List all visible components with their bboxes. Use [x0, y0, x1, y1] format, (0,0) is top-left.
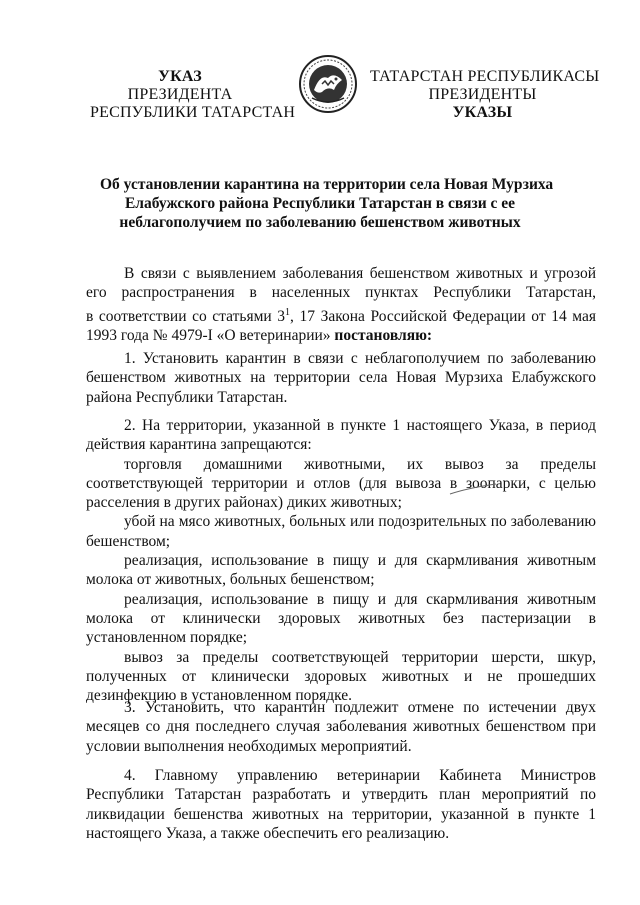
item4-line3: ликвидации бешенства животных на территории, указанной в пункте 1: [86, 805, 596, 823]
item4-paragraph: [86, 766, 596, 843]
title-line3: неблагополучием по заболеванию бешенством животных: [119, 214, 521, 231]
preamble-line3: [86, 303, 596, 326]
item1-line3: района Республики Татарстан.: [86, 388, 288, 406]
header-right-line1: ТАТАРСТАН РЕСПУБЛИКАСЫ: [370, 68, 600, 85]
item2-line5: расселения в других районах) диких животных;: [86, 494, 402, 512]
item4-line2: Республики Татарстан разработать и утвердить план мероприятий по: [86, 786, 596, 804]
header-right-line3: УКАЗЫ: [452, 104, 513, 121]
item2-line8: реализация, использование в пищу и для скармливания животным: [124, 552, 596, 570]
preamble-line4-b: постановляю:: [334, 327, 433, 345]
item2-paragraph: [86, 416, 596, 705]
decree-title: [100, 175, 554, 232]
item2-line1: 2. На территории, указанной в пункте 1 настоящего Указа, в период: [124, 417, 596, 434]
item2-line4: соответствующей территории и отлов (для вывоза в зоопарки, с целью: [86, 474, 596, 492]
preamble-paragraph: [86, 264, 596, 345]
item4-line1: 4. Главному управлению ветеринарии Кабинета Министров: [124, 767, 596, 784]
item1-line1: 1. Установить карантин в связи с неблагополучием по заболеванию: [124, 350, 596, 367]
header-left-line1: УКАЗ: [158, 68, 202, 85]
header-left-block: [90, 68, 296, 122]
item2-line13: вывоз за пределы соответствующей территории шерсти, шкур,: [124, 648, 596, 666]
preamble-line4: [86, 326, 596, 345]
item2-line12: установленном порядке;: [86, 629, 248, 647]
item3-paragraph: [86, 698, 596, 756]
pen-mark: [448, 482, 498, 496]
item3-line3: условии выполнения необходимых мероприятий.: [86, 737, 412, 755]
preamble-line2: его распространения в населенных пунктах Республики Татарстан,: [86, 284, 596, 302]
item2-line6: убой на мясо животных, больных или подозрительных по заболеванию: [124, 513, 596, 531]
item3-line2: месяцев со дня последнего случая заболевания животных бешенством при: [86, 718, 596, 736]
item1-line2: бешенством животных на территории села Новая Мурзиха Елабужского: [86, 369, 596, 387]
item2-line14: полученных от клинически здоровых животных и не прошедших: [86, 667, 596, 685]
header-right-block: [370, 68, 600, 122]
preamble-line1: В связи с выявлением заболевания бешенством животных и угрозой: [124, 265, 596, 282]
item2-line7: бешенством;: [86, 532, 171, 550]
item4-line4: настоящего Указа, а также обеспечить его реализацию.: [86, 824, 450, 842]
title-line2: Елабужского района Республики Татарстан в связи с ее: [124, 195, 516, 212]
tatarstan-emblem-icon: [298, 54, 358, 114]
title-line1: Об установлении карантина на территории села Новая Мурзиха: [100, 176, 554, 193]
header-right-line2: ПРЕЗИДЕНТЫ: [428, 86, 537, 103]
preamble-line3-b: , 17 Закона Российской Федерации от 14 мая: [290, 307, 596, 325]
item2-line3: торговля домашними животными, их вывоз за пределы: [124, 455, 596, 473]
item2-line11: молока от клинически здоровых животных без пастеризации в: [86, 609, 596, 627]
item3-line1: 3. Установить, что карантин подлежит отмене по истечении двух: [124, 699, 596, 716]
preamble-line4-a: 1993 года № 4979-I «О ветеринарии»: [86, 327, 335, 345]
preamble-line3-a: в соответствии со статьями 3: [86, 307, 286, 325]
item2-line2: действия карантина запрещаются:: [86, 436, 312, 454]
item2-line15: дезинфекцию в установленном порядке.: [86, 687, 353, 705]
preamble-line3-sup: 1: [285, 306, 291, 318]
item2-line10: реализация, использование в пищу и для скармливания животным: [124, 590, 596, 608]
header-left-line3: РЕСПУБЛИКИ ТАТАРСТАН: [90, 104, 296, 121]
header-left-line2: ПРЕЗИДЕНТА: [127, 86, 233, 103]
item2-line9: молока от животных, больных бешенством;: [86, 571, 375, 589]
item1-paragraph: [86, 349, 596, 407]
